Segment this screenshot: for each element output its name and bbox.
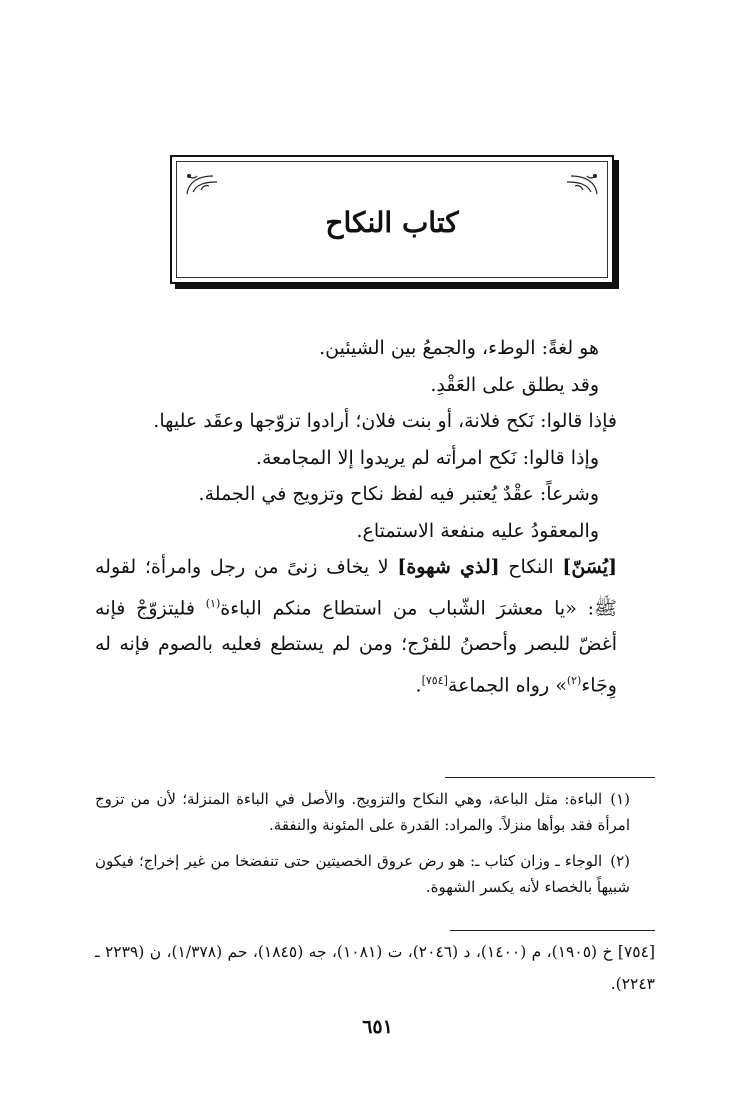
footnote-separator	[445, 777, 655, 778]
reference-number: [٧٥٤]	[617, 943, 656, 961]
reference-text: خ (١٩٠٥)، م (١٤٠٠)، د (٢٠٤٦)، ت (١٠٨١)، جه (١٨٤٥)، حم (١/٣٧٨)، ن (٢٢٣٩ ـ ٢٢٤٣).	[95, 943, 655, 993]
footnote-text: الوجاء ـ وزان كتاب ـ: هو رض عروق الخصيتين حتى تنفضخا من غير إخراج؛ فيكون شبيهاً بالخصاء لأنه يكسر الشهوة.	[95, 852, 630, 896]
chapter-title: كتاب النكاح	[325, 206, 459, 239]
footnote-ref[interactable]: (١)	[205, 596, 221, 610]
references-separator	[450, 930, 655, 931]
hadith-references	[95, 936, 655, 1000]
sunnah-text: .	[415, 674, 422, 697]
footnote	[95, 848, 630, 900]
paragraph: والمعقودُ عليه منفعة الاستمتاع.	[356, 519, 599, 542]
sunnah-label: [يُسَنّ]	[562, 556, 618, 578]
footnote-number: (٢)	[610, 852, 630, 870]
hadith-ref[interactable]: [٧٥٤]	[421, 673, 448, 687]
page-number: ٦٥١	[362, 1016, 393, 1038]
paragraph: وقد يطلق على العَقْدِ.	[430, 373, 599, 396]
main-text	[95, 330, 617, 704]
chapter-title-frame	[170, 155, 614, 284]
sunnah-text: » رواه الجماعة	[447, 674, 567, 697]
footnote-number: (١)	[610, 790, 630, 808]
corner-ornament-icon	[561, 170, 601, 200]
paragraph: هو لغةً: الوطء، والجمعُ بين الشيئين.	[319, 337, 599, 359]
paragraph: وإذا قالوا: نَكح امرأته لم يريدوا إلا المجامعة.	[255, 446, 599, 469]
footnote-ref[interactable]: (٢)	[566, 673, 582, 687]
sunnah-condition: [لذي شهوة]	[397, 556, 500, 578]
sunnah-text: لا يخاف زنىً من رجل وامرأة؛ لقوله ﷺ: «يا معشرَ الشّباب من استطاع منكم الباءة	[95, 556, 617, 619]
paragraph: فإذا قالوا: نَكح فلانة، أو بنت فلان؛ أرادوا تزوّجها وعقَد عليها.	[153, 410, 617, 432]
chapter-title-inner-frame	[176, 161, 608, 278]
footnote	[95, 786, 630, 838]
sunnah-paragraph	[95, 549, 617, 704]
sunnah-text: فليتزوّجْ فإنه أغضّ للبصر وأحصنُ للفرْج؛ ومن لم يستطع فعليه بالصوم فإنه له وِجَاء	[95, 596, 617, 697]
sunnah-pre: النكاح	[508, 556, 554, 578]
paragraph: وشرعاً: عقْدٌ يُعتبر فيه لفظ نكاح وتزويج في الجملة.	[198, 483, 599, 505]
footnote-text: الباءة: مثل الباعة، وهي النكاح والتزويج. والأصل في الباءة المنزلة؛ لأن من تزوج امرأة فقد بوأها منزلاً. والمراد: القدرة على المئونة والنفقة.	[95, 790, 630, 834]
corner-ornament-icon	[183, 170, 223, 200]
